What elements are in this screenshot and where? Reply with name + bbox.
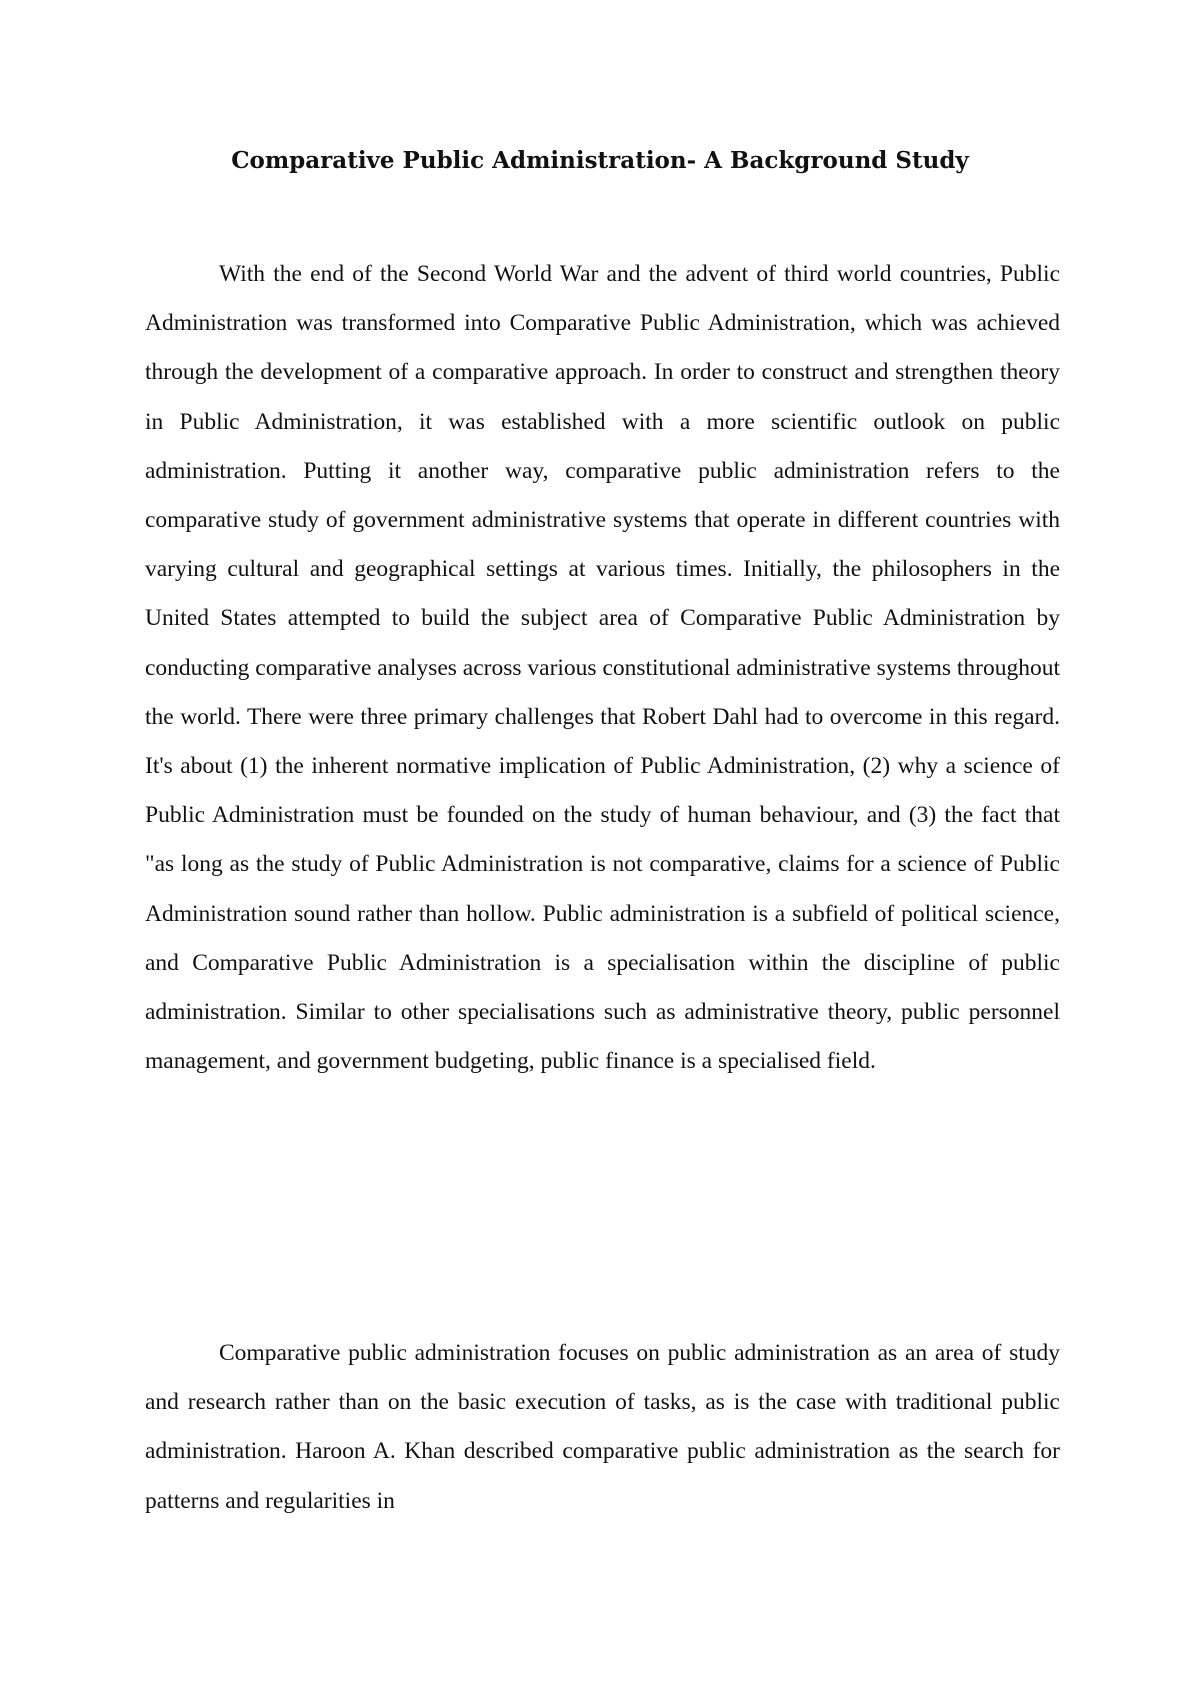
document-title: Comparative Public Administration- A Background Study <box>231 147 969 174</box>
body-paragraph: With the end of the Second World War and the advent of third world countries, Public Administration was transformed into Comparative Public Administration, which was achieved through the development of a comparative approach. In order to construct and strengthen theory in Public Administration, it was established with a more scientific outlook on public administration. Putting it another way, comparative public administration refers to the comparative study of government administrative systems that operate in different countries with varying cultural and geographical settings at various times. Initially, the philosophers in the United States attempted to build the subject area of Comparative Public Administration by conducting comparative analyses across various constitutional administrative systems throughout the world. There were three primary challenges that Robert Dahl had to overcome in this regard. It's about (1) the inherent normative implication of Public Administration, (2) why a science of Public Administration must be founded on the study of human behaviour, and (3) the fact that "as long as the study of Public Administration is not comparative, claims for a science of Public Administration sound rather than hollow. Public administration is a subfield of political science, and Comparative Public Administration is a specialisation within the discipline of public administration. Similar to other specialisations such as administrative theory, public personnel management, and government budgeting, public finance is a specialised field. <box>145 261 1060 1075</box>
body-paragraph: Comparative public administration focuses on public administration as an area of study and research rather than on the basic execution of tasks, as is the case with traditional public administration. Haroon A. Khan described comparative public administration as the search for patterns and regularities in <box>145 1340 1060 1514</box>
